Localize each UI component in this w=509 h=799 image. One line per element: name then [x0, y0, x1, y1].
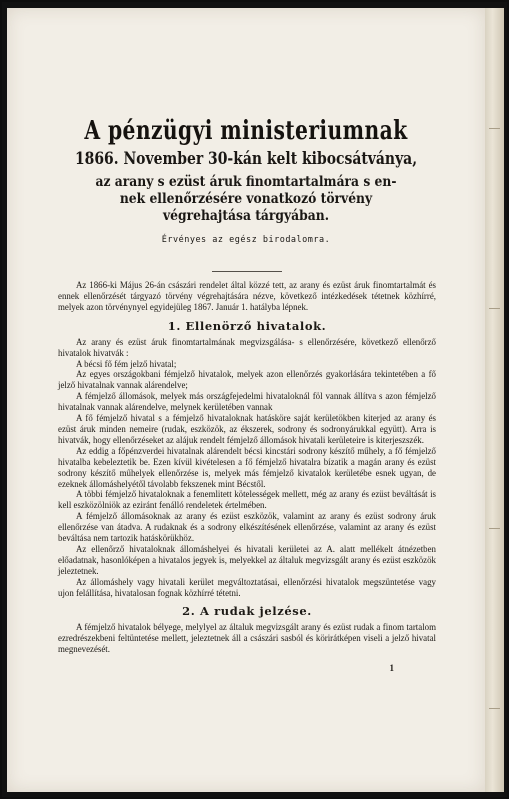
body-paragraph: Az eddig a főpénzverdei hivatalnak alárendelt bécsi kincstári sodrony készítő műhely, a fő fémjelző hivatalba kebeleztetik be. Ezen kívül kivételesen a fő fémjelző hivatalra bízatik a magán arany és ezüst sodrony készítő műhelyek ellenőrzése is, melyek más fémjelző kivatalok kerületébe esnek ugyan, de ezeknek állomáshelyétől távolabb fekszenek mint Bécstől. [58, 445, 436, 489]
document-title: A pénzügyi ministeriumnak [84, 116, 408, 146]
intro-paragraph: Az 1866-ki Május 26-án császári rendelet által közzé tett, az arany és ezüst áruk finomtartalmát és ennek ellenőrzését tárgyazó törvény végrehajtására nézve, következő intézkedések tétetnek közhírré, melyek azon törvénynyel egyidejüleg 1867. Január 1. hatályba lépnek. [58, 280, 436, 312]
body-paragraph: Az arany és ezüst áruk finomtartalmának megvizsgálása- s ellenőrzésére, következő ellenőrző hivatalok hivatvák : [58, 336, 436, 358]
body-paragraph: Az egyes országokbani fémjelző hivatalok, melyek azon ellenőrzés gyakorlására tekintetében a fő jelző hivatalnak vannak alárendelve; [58, 369, 436, 391]
body-paragraph: Az állomáshely vagy hivatali kerület megváltoztatásai, ellenőrzési hivatalok megszüntetése vagy ujon felállítása, hivatalosan fognak közhírré tétetni. [58, 576, 436, 598]
subject-line: az arany s ezüst áruk finomtartalmára s en- [95, 174, 397, 190]
document-body [58, 280, 436, 674]
validity-note: Érvényes az egész birodalomra. [161, 235, 331, 245]
body-paragraph: A fémjelző állomásoknak az arany és ezüst eszközök, valamint az arany és ezüst sodrony áruk ellenőrzése van átadva. A rudaknak és a sodrony elkészítésének ellenőrzése, valamint az arany és ezüst beváltása nem tartozik hatáskörükhöz. [58, 511, 436, 544]
subject-line: végrehajtása tárgyában. [163, 208, 329, 224]
page-edge-mark [489, 308, 500, 309]
document-page [7, 8, 485, 792]
decree-subject [36, 174, 457, 225]
body-paragraph: A bécsi fő fém jelző hivatal; [76, 358, 177, 369]
page-number: 1 [389, 663, 394, 674]
section-heading: 2. A rudak jelzése. [182, 604, 312, 619]
subject-line: nek ellenőrzésére vonatkozó törvény [119, 191, 373, 207]
body-paragraph: Az ellenőrző hivataloknak állomáshelyei és hivatali kerületei az A. alatt mellékelt átnézetben előadatnak, hasonlóképen a hivatalos jegyek is, melyekkel az általuk megvizsgált arany és ezüst eszközök jeleztetnek. [58, 543, 436, 576]
page-edge-mark [489, 128, 500, 129]
header-divider [212, 271, 282, 272]
page-edge-mark [489, 708, 500, 709]
body-paragraph: A fő fémjelző hivatal s a fémjelző hivataloknak hatásköre saját kerületökben kiterjed az arany és ezüst áruk minden nemeire (rudak, eszközök, az ékszerek, sodrony és sodronyárukkal együtt). Arra is hivatvák, hogy ellenőrzéseket az alájuk rendelt fémjelző állomások hivatali kerületeire is kiterjeszszék. [58, 413, 436, 445]
page-edge-mark [489, 528, 500, 529]
decree-date-line: 1866. November 30-kán kelt kibocsátványa, [74, 149, 418, 169]
body-paragraph: A fémjelző állomások, melyek más országfejedelmi hivataloknál föl vannak állítva s azon fémjelző hivatalnak vannak alárendelve, melynek kerületében vannak [58, 391, 436, 413]
body-paragraph: A többi fémjelző hivataloknak a fenemlitett kötelességek mellett, még az arany és ezüst beváltását is kell eszközölniök az eziránt fenálló rendeletek értelmében. [58, 489, 436, 511]
document-header [7, 116, 485, 246]
section-heading: 1. Ellenörző hivatalok. [167, 318, 327, 333]
body-paragraph: A fémjelző hivatalok bélyege, melylyel az általuk megvizsgált arany és ezüst rudak a finom tartalom ezredrészekbeni feltüntetése mellett, jeleztetnek áll a császári sasból és körirátképen viseli a jelző hivatal megnevezését. [58, 622, 436, 655]
underlying-page-edge [484, 8, 504, 792]
